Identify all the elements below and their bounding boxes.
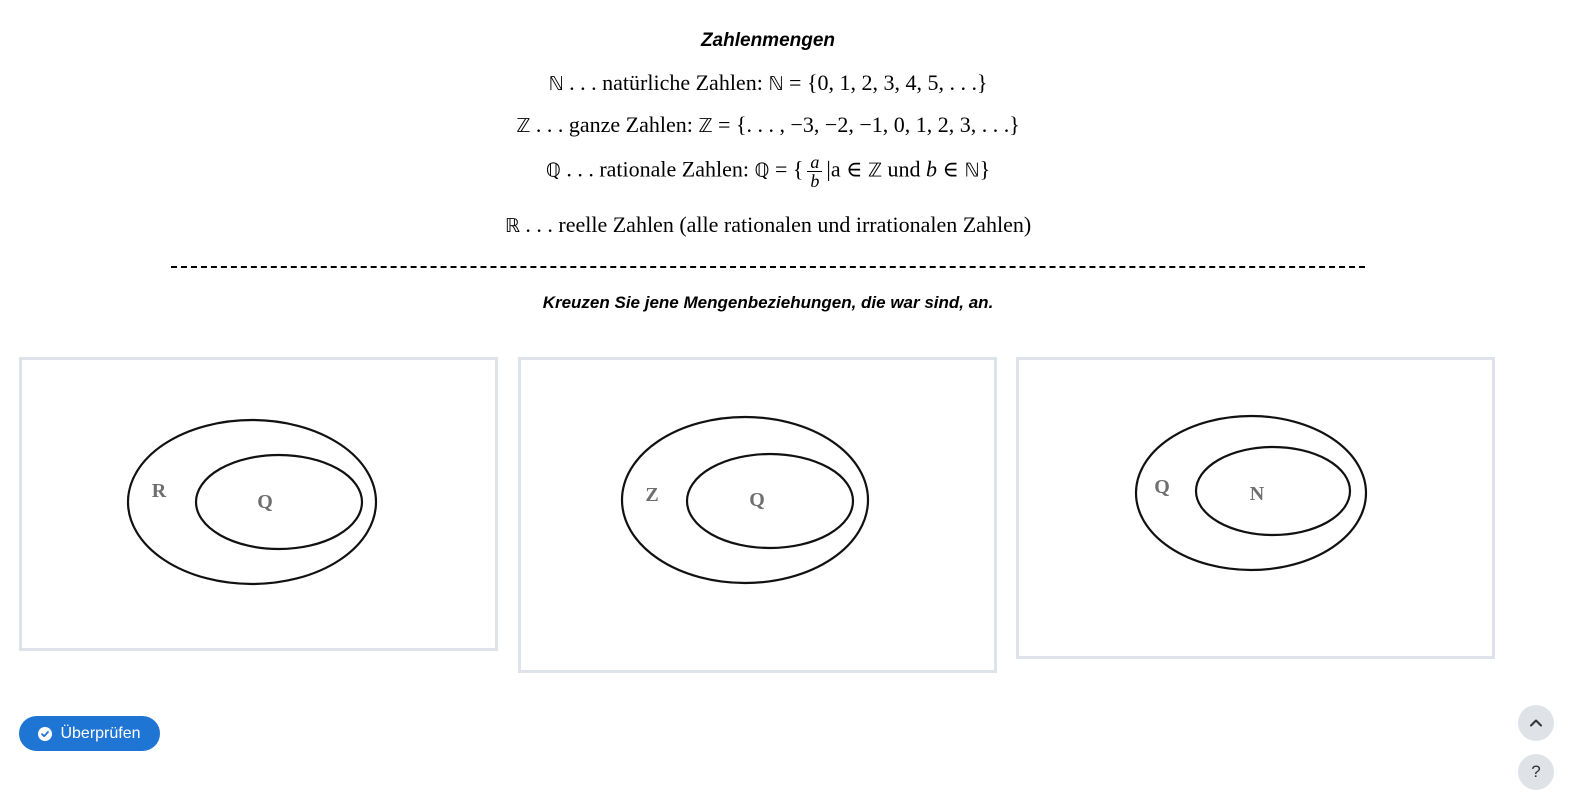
rationals-open: = { <box>769 156 804 182</box>
fraction-numerator: a <box>807 153 822 172</box>
definition-integers <box>0 112 1536 138</box>
instruction-text: Kreuzen Sie jene Mengenbeziehungen, die war sind, an. <box>542 293 994 312</box>
outer-set-label: R <box>151 480 167 502</box>
inner-set-label: Q <box>749 489 765 511</box>
integers-text: . . . ganze Zahlen: <box>530 112 699 137</box>
venn-diagram-3 <box>1019 360 1492 656</box>
reals-text: . . . reelle Zahlen (alle rationalen und irrationalen Zahlen) <box>519 212 1032 237</box>
outer-set-ellipse <box>622 417 868 583</box>
inner-set-label: N <box>1249 483 1265 505</box>
inner-set-ellipse <box>687 454 853 548</box>
check-circle-icon <box>38 727 52 741</box>
naturals-symbol: ℕ <box>548 73 564 95</box>
integers-symbol: ℤ <box>516 115 531 137</box>
venn-diagram-1 <box>22 360 495 648</box>
rationals-symbol-2: ℚ <box>754 159 770 182</box>
venn-diagram-2 <box>521 360 994 670</box>
inner-set-label: Q <box>257 491 273 513</box>
option-card-r-contains-q[interactable] <box>19 357 498 651</box>
option-card-q-contains-n[interactable] <box>1016 357 1495 659</box>
outer-set-label: Q <box>1154 476 1170 498</box>
definition-rationals <box>0 153 1536 190</box>
check-answer-button[interactable] <box>19 716 160 751</box>
naturals-set: = {0, 1, 2, 3, 4, 5, . . .} <box>783 70 988 95</box>
definition-reals <box>0 212 1536 238</box>
rationals-text: . . . rationale Zahlen: <box>560 156 755 182</box>
page-title: Zahlenmengen <box>700 30 836 51</box>
dashed-divider <box>171 266 1365 268</box>
naturals-symbol-2: ℕ <box>768 73 784 95</box>
fraction <box>807 153 822 190</box>
integers-symbol-2: ℤ <box>698 115 713 137</box>
check-answer-label: Überprüfen <box>60 724 141 742</box>
inner-set-ellipse <box>196 455 362 549</box>
fraction-denominator: b <box>810 171 820 191</box>
rationals-close: } <box>979 156 991 182</box>
inner-set-ellipse <box>1196 447 1350 535</box>
scroll-to-top-button[interactable] <box>1518 705 1554 741</box>
help-button[interactable]: ? <box>1518 754 1554 790</box>
chevron-up-icon <box>1529 716 1543 730</box>
naturals-text: . . . natürliche Zahlen: <box>563 70 769 95</box>
rationals-cond-b: b ∈ <box>926 156 965 182</box>
outer-set-label: Z <box>645 484 659 506</box>
option-card-z-contains-q[interactable] <box>518 357 997 673</box>
rationals-nat-symbol: ℕ <box>964 159 980 182</box>
definition-naturals <box>0 70 1536 96</box>
rationals-und: und <box>882 156 927 182</box>
outer-set-ellipse <box>128 420 376 584</box>
rationals-cond-a: |a ∈ <box>826 156 868 182</box>
integers-set: = {. . . , −3, −2, −1, 0, 1, 2, 3, . . .} <box>712 112 1020 137</box>
reals-symbol: ℝ <box>504 215 520 237</box>
rationals-int-symbol: ℤ <box>867 159 883 182</box>
rationals-symbol: ℚ <box>545 159 561 182</box>
